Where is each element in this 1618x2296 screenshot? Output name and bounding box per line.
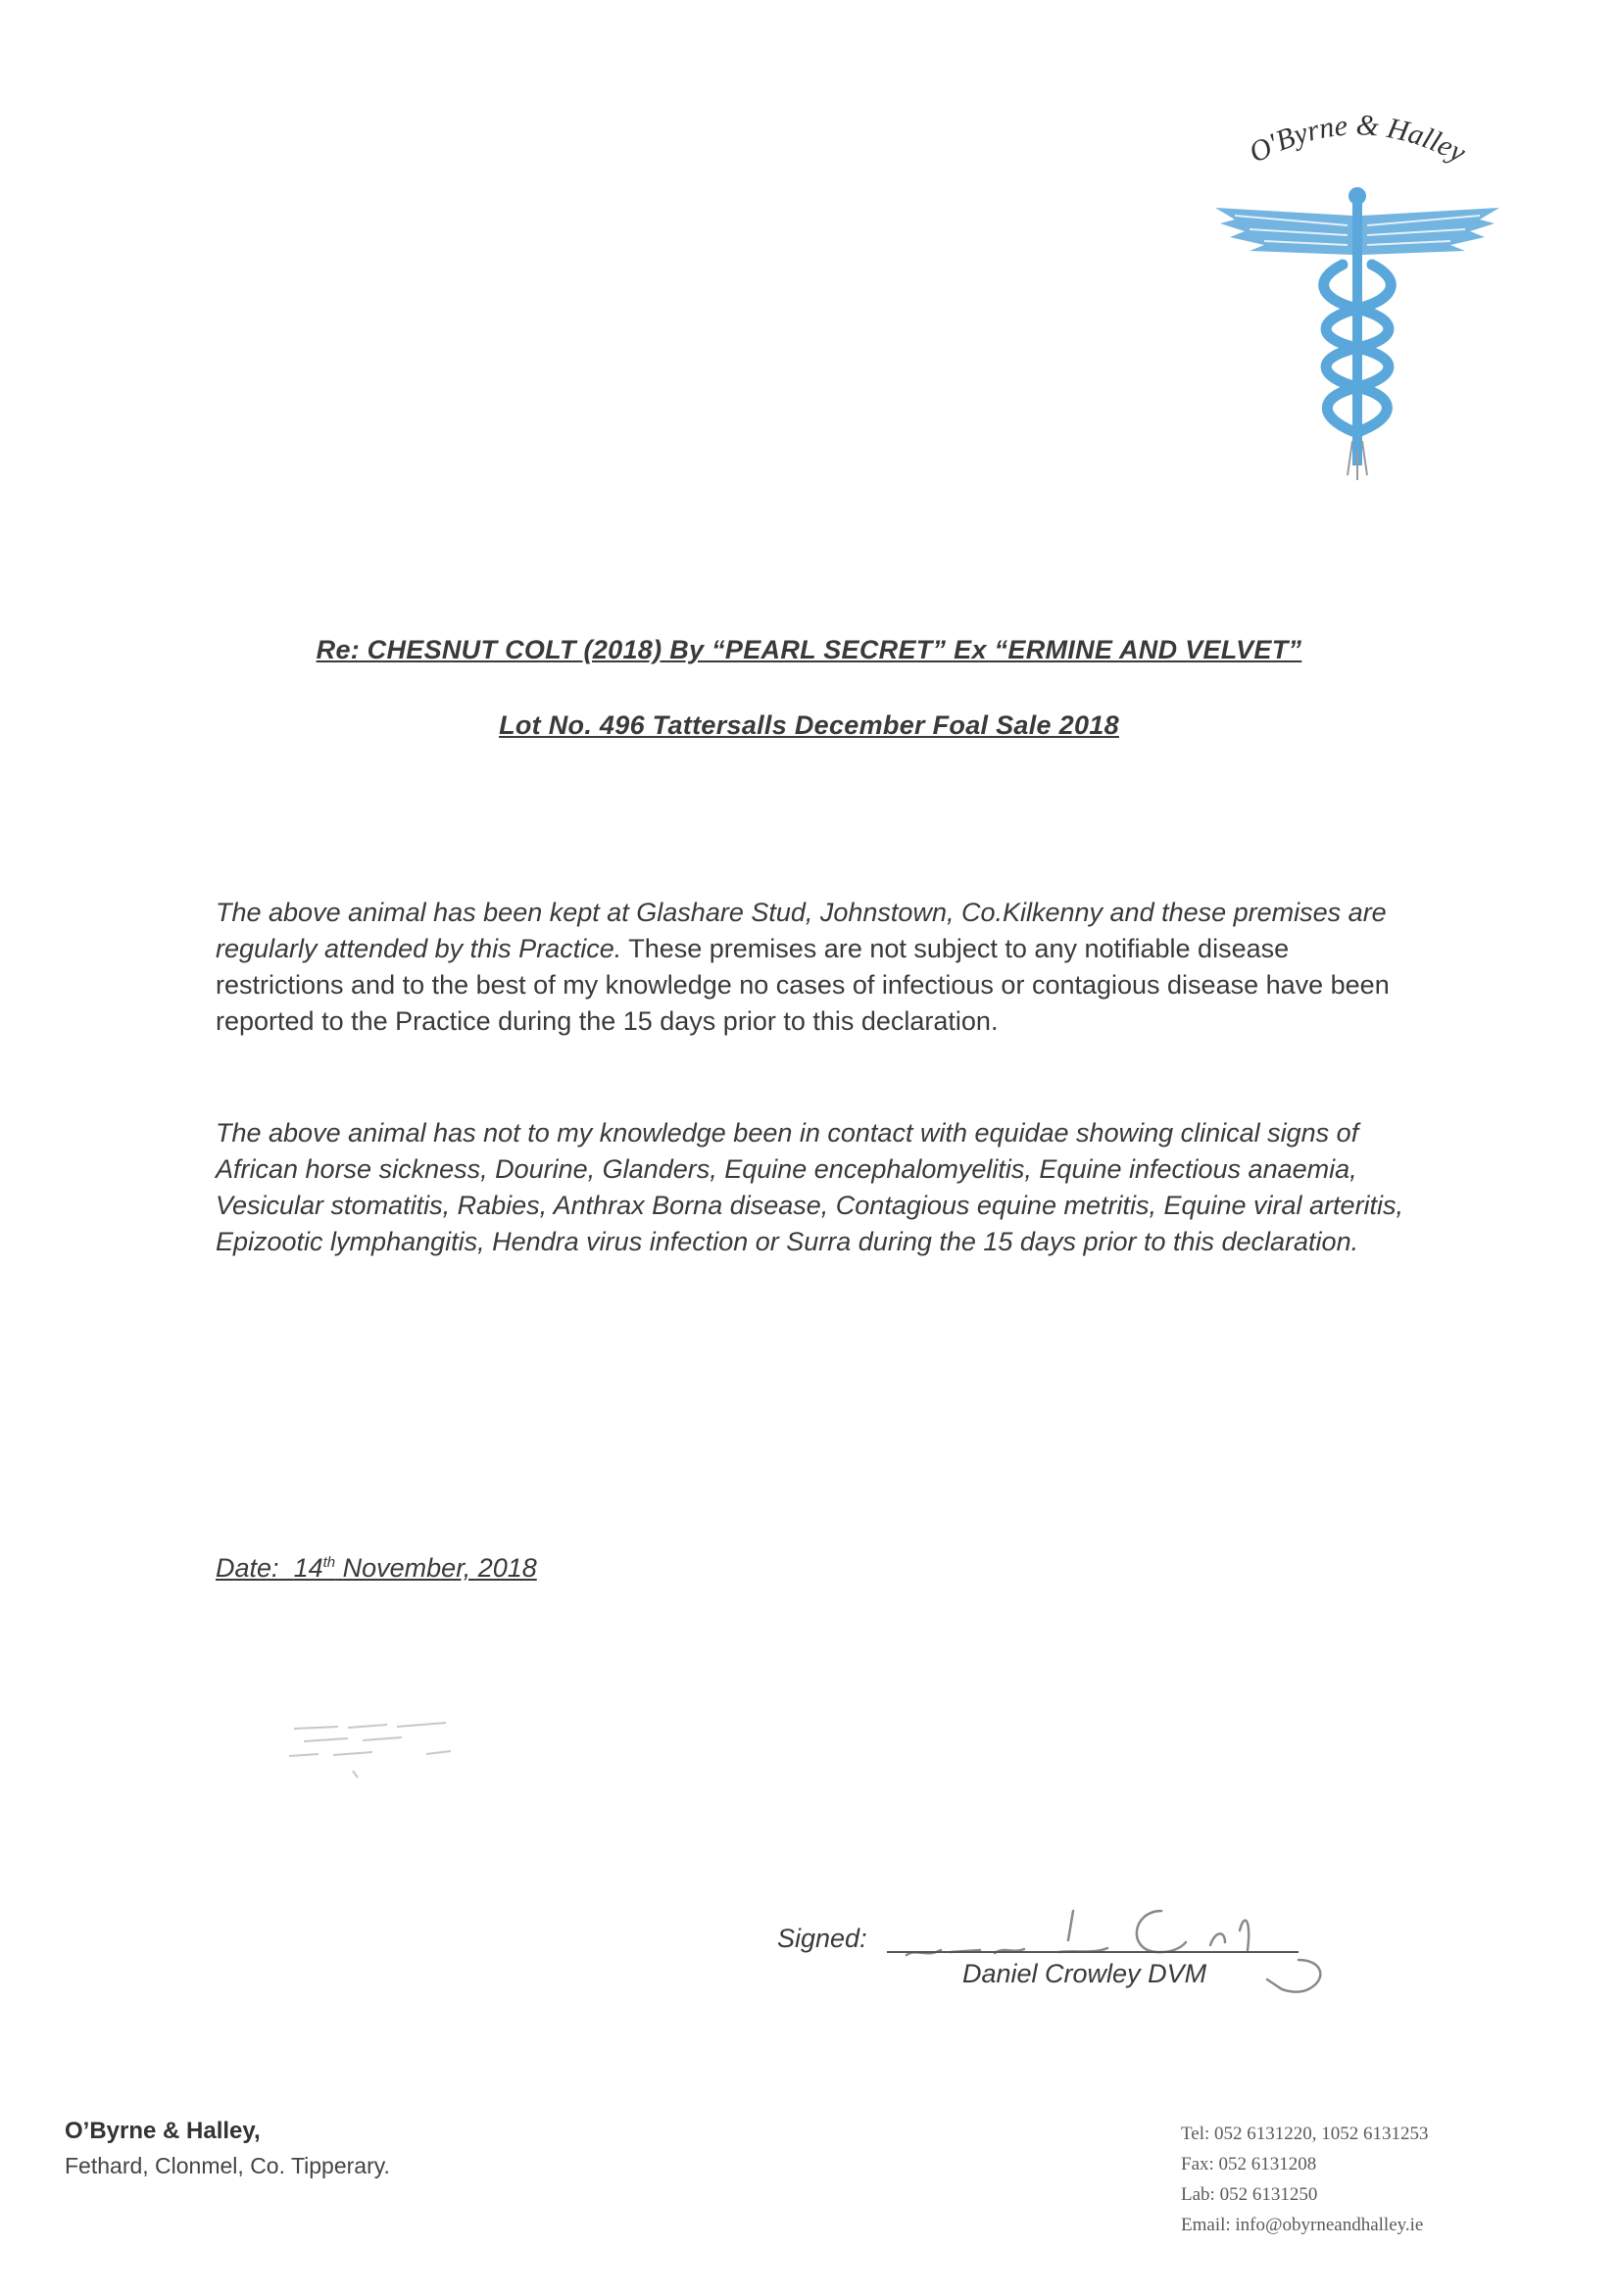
para1-italic-text: The above animal has been kept at Glashare Stud, Johnstown, Co.Kilkenny and these premises are regularly attended by this Practice. [216,898,1387,963]
subject-re-label: Re: [316,635,361,664]
faint-stamp-mark [279,1717,466,1795]
contact-fax: Fax: 052 6131208 [1181,2154,1317,2174]
logo-text: O'Byrne & Halley [1244,109,1472,170]
contact-details [1181,2119,1573,2240]
subject-title: CHESNUT COLT (2018) By “PEARL SECRET” Ex “ERMINE AND VELVET” [367,635,1302,664]
signature-line [887,1951,1299,1953]
contact-tel: Tel: 052 6131220, 1052 6131253 [1181,2124,1429,2144]
date-ordinal: th [322,1554,336,1571]
declaration-date [216,1553,537,1584]
contact-lab: Lab: 052 6131250 [1181,2184,1318,2205]
body-paragraph-2: The above animal has not to my knowledge been in contact with equidae showing clinical signs of African horse sickness, Dourine, Glanders, Equine encephalomyelitis, Equine infectious anaemia, Vesicular stomatitis, Rabies, Anthrax Borna disease, Contagious equine metritis, Equine viral arteritis, Epizootic lymphangitis, Hendra virus infection or Surra during the 15 days prior to this declaration. [216,1118,1404,1256]
svg-text:O'Byrne & Halley [1244,109,1471,170]
date-day: 14 [293,1553,323,1583]
date-label: Date: [216,1553,279,1583]
signed-label: Signed: [777,1924,867,1953]
practice-logo [1196,98,1519,490]
footer-practice-name: O’Byrne & Halley, [65,2118,261,2144]
subject-heading [0,635,1618,665]
body-paragraph-1 [216,895,1411,1040]
footer-address: Fethard, Clonmel, Co. Tipperary. [65,2153,390,2178]
lot-heading: Lot No. 496 Tattersalls December Foal Sale 2018 [499,710,1119,740]
para1-regular-text: These premises are not subject to any notifiable disease restrictions and to the best of my knowledge no cases of infectious or contagious disease have been reported to the Practice during the 15 days prior to this declaration. [216,934,1390,1036]
caduceus-icon [1196,98,1519,490]
date-rest: November, 2018 [342,1553,537,1583]
signatory-name: Daniel Crowley DVM [962,1959,1207,1988]
contact-email: Email: info@obyrneandhalley.ie [1181,2215,1424,2235]
